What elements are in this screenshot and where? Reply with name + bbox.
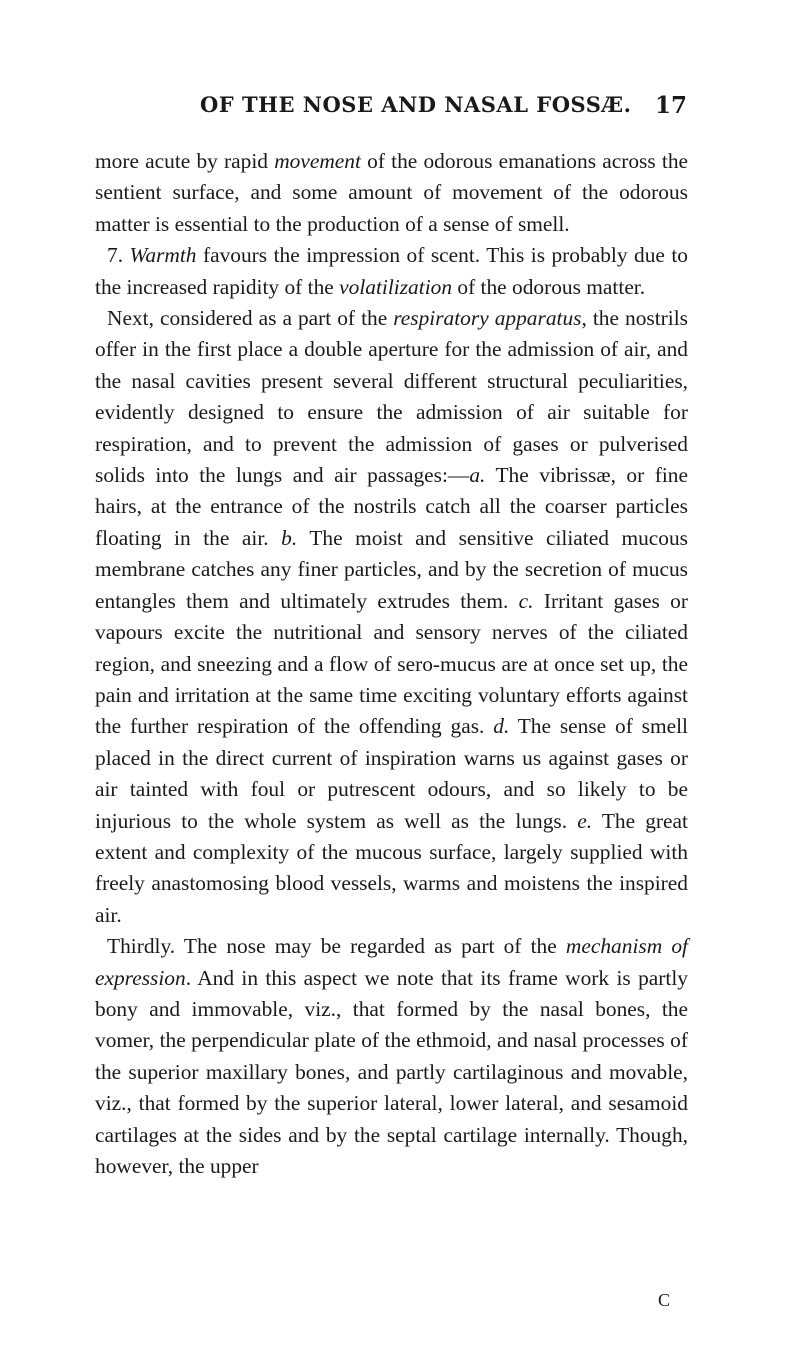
text-run: . And in this aspect we note that its frame work is partly bony and immovable, viz., that formed by the nasal bones, the vomer, the perpendicular plate of the ethmoid, and nasal processes of the superior maxillary bones, and partly cartilaginous and movable, viz., that formed by the superior lateral, lower lateral, and sesamoid cartilages at the sides and by the septal cartilage internally. Though, however, the upper: [95, 965, 688, 1178]
text-run: Irritant gases or vapours excite the nutritional and sensory nerves of the ciliated region, and sneezing and a flow of sero-mucus are at once set up, the pain and irritation at the same time exciting voluntary efforts against the further respiration of the offending gas.: [95, 588, 688, 739]
paragraph: [95, 146, 688, 240]
text-run: The moist and sensitive ciliated mucous membrane catches any finer particles, and by the secretion of mucus entangles them and ultimately extrudes them.: [95, 525, 688, 613]
italic-run: a.: [469, 463, 486, 488]
italic-run: b.: [281, 525, 298, 550]
paragraph: [95, 303, 688, 931]
body-text: [95, 146, 688, 1182]
page-header: [0, 92, 800, 122]
italic-run: mechanism of expression: [95, 934, 688, 990]
text-run: The vibrissæ, or fine hairs, at the entrance of the nostrils catch all the coarser particles floating in the air.: [95, 463, 688, 550]
signature-mark: C: [658, 1290, 671, 1310]
italic-run: movement: [274, 149, 361, 173]
page-number: 17: [655, 92, 688, 119]
running-title: OF THE NOSE AND NASAL FOSSÆ.: [200, 92, 632, 117]
paragraph: [95, 931, 688, 1182]
text-run: more acute by rapid: [95, 149, 275, 173]
italic-run: Warmth: [129, 243, 197, 268]
italic-run: respiratory apparatus: [393, 306, 582, 331]
text-run: , the nostrils offer in the first place a double aperture for the admission of air, and the nasal cavities present several different structural peculiarities, evidently designed to ensure the admission of air suitable for respiration, and to prevent the admission of gases or pulverised solids into the lungs and air passages:—: [95, 306, 688, 488]
italic-run: e.: [577, 808, 593, 833]
paragraph: [95, 240, 688, 303]
text-run: of the odorous matter.: [452, 274, 646, 299]
text-run: The great extent and complexity of the mucous surface, largely supplied with freely anastomosing blood vessels, warms and moistens the inspired air.: [95, 808, 688, 927]
italic-run: c.: [518, 588, 534, 613]
text-run: The sense of smell placed in the direct current of inspiration warns us against gases or air tainted with foul or putrescent odours, and so likely to be injurious to the whole system as well as the lungs.: [95, 714, 688, 833]
text-run: of the odorous emanations across the sentient surface, and some amount of movement of the odorous matter is essential to the production of a sense of smell.: [95, 149, 689, 236]
text-run: 7.: [107, 243, 130, 268]
text-run: Next, considered as a part of the: [107, 306, 394, 331]
text-run: Thirdly. The nose may be regarded as part of the: [107, 934, 566, 959]
italic-run: d.: [493, 714, 510, 739]
text-run: favours the impression of scent. This is probably due to the increased rapidity of the: [95, 243, 689, 299]
italic-run: volatilization: [339, 274, 453, 299]
